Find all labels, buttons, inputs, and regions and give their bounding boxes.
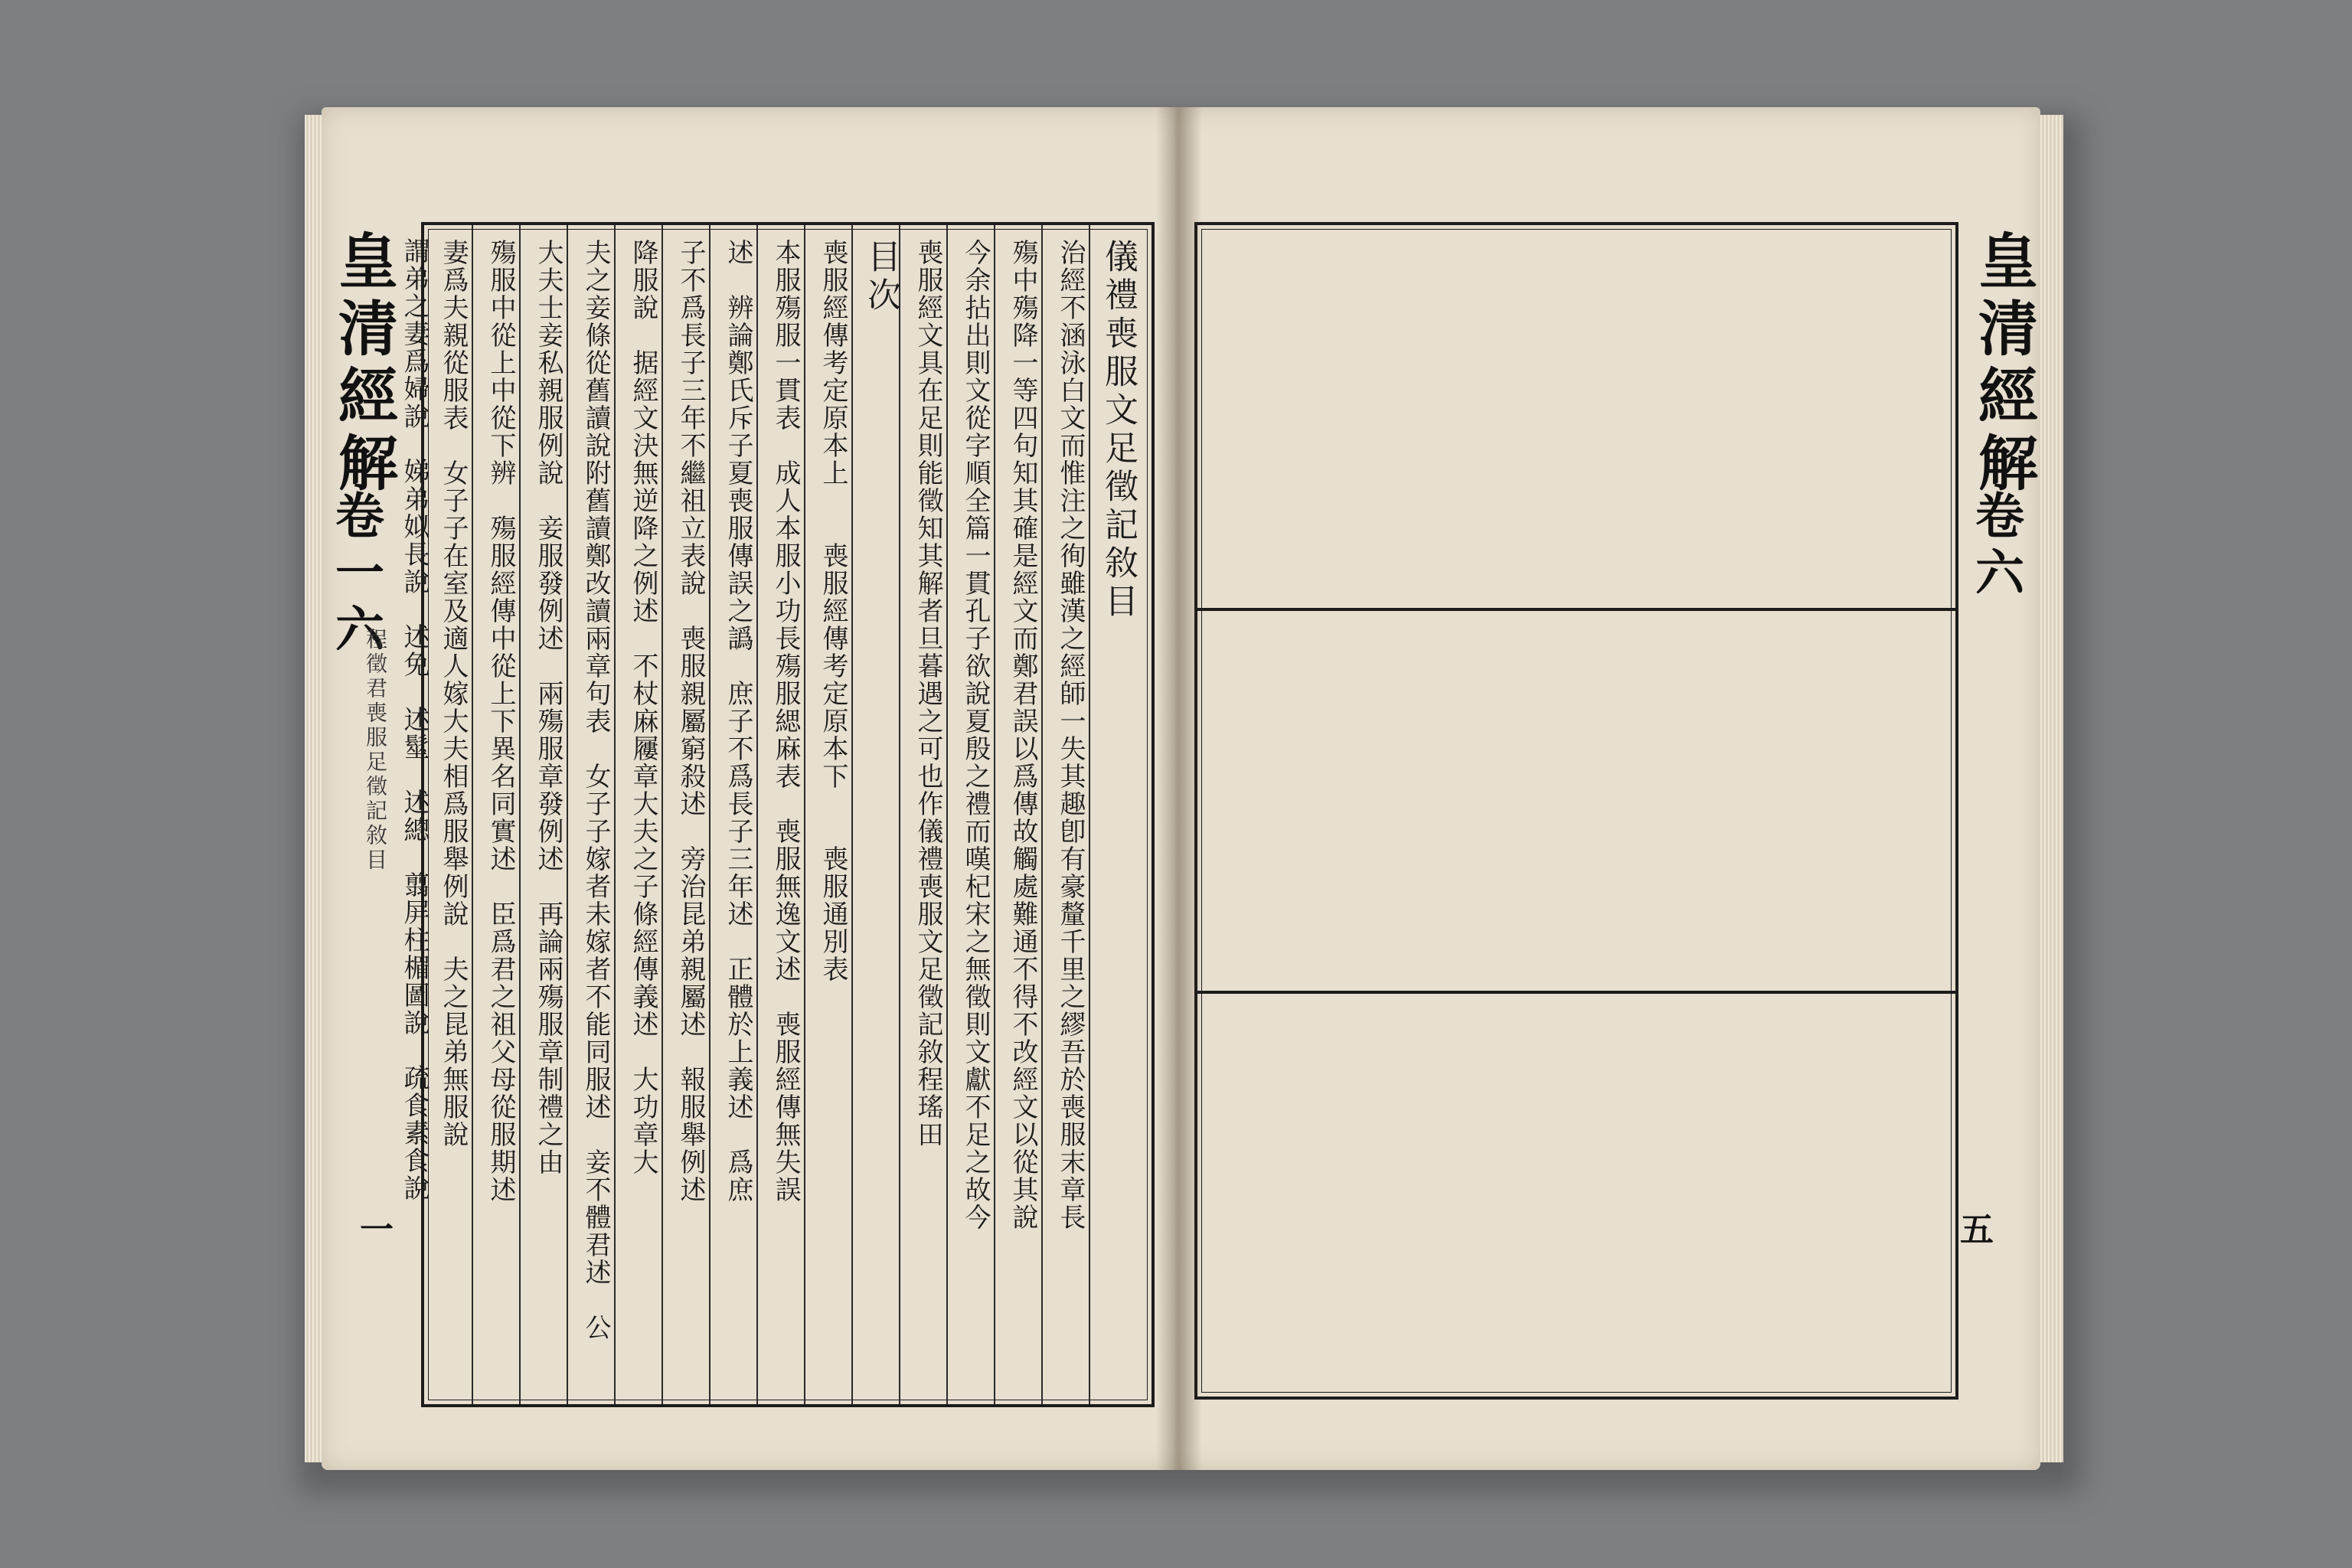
text-column: 殤服中從上中從下辨 殤服經傳中從上下異名同實述 臣爲君之祖父母從服期述 xyxy=(485,239,516,1204)
book-gutter xyxy=(1156,107,1202,1470)
section-divider xyxy=(1197,608,1955,611)
text-column-last: 謂弟之妻爲婦說 娣弟姒長說 述免 述髽 述總 翦屏柱楣圖說 疏食素食說 xyxy=(399,237,430,1202)
right-margin-title: 皇清經解 xyxy=(1968,230,2038,499)
text-column: 今余拈出則文從字順全篇一貫孔子欲說夏殷之禮而嘆杞宋之無徵則文獻不足之故今 xyxy=(960,239,991,1231)
left-text-frame xyxy=(421,222,1155,1407)
text-column: 大夫士妾私親服例說 妾服發例述 兩殤服章發例述 再論兩殤服章制禮之由 xyxy=(533,239,564,1176)
text-column: 夫之妾條從舊讀說附舊讀鄭改讀兩章句表 女子子嫁者未嫁者不能同服述 妾不體君述 公 xyxy=(580,239,611,1341)
text-column: 治經不涵泳白文而惟注之徇雖漢之經師一失其趣卽有豪釐千里之繆吾於喪服末章長 xyxy=(1055,239,1086,1231)
text-column-contents-heading: 目次 xyxy=(861,239,900,315)
column-rule xyxy=(899,225,900,1404)
left-page-number: 一 xyxy=(360,1210,394,1250)
text-column: 子不爲長子三年不繼祖立表說 喪服親屬窮殺述 旁治昆弟親屬述 報服舉例述 xyxy=(675,239,706,1204)
left-margin-subtitle: 程徵君喪服足徵記敘目 xyxy=(363,628,388,873)
text-column: 殤中殤降一等四句知其確是經文而鄭君誤以爲傳故觸處難通不得不改經文以從其說 xyxy=(1008,239,1038,1231)
section-divider xyxy=(1197,991,1955,994)
text-column: 妻爲夫親從服表 女子子在室及適人嫁大夫相爲服舉例說 夫之昆弟無服說 xyxy=(438,239,469,1148)
text-column-title: 儀禮喪服文足徵記敘目 xyxy=(1099,239,1138,622)
text-column: 喪服經傳考定原本上 喪服經傳考定原本下 喪服通別表 xyxy=(818,239,848,983)
right-page-number: 五 xyxy=(1960,1210,1994,1250)
right-text-frame xyxy=(1194,222,1958,1400)
left-margin-volume: 卷一六 xyxy=(327,490,384,660)
text-column: 本服殤服一貫表 成人本服小功長殤服緦麻表 喪服無逸文述 喪服經傳無失誤 xyxy=(770,239,801,1204)
text-column: 喪服經文具在足則能徵知其解者旦暮遇之可也作儀禮喪服文足徵記敘程瑤田 xyxy=(913,239,943,1148)
left-margin-title: 皇清經解 xyxy=(328,230,398,499)
text-column: 降服說 据經文決無逆降之例述 不杖麻屨章大夫之子條經傳義述 大功章大 xyxy=(628,239,658,1176)
right-margin-volume: 卷六 xyxy=(1967,490,2024,603)
text-column: 述 辨論鄭氏斥子夏喪服傳誤之譌 庶子不爲長子三年述 正體於上義述 爲庶 xyxy=(723,239,753,1204)
